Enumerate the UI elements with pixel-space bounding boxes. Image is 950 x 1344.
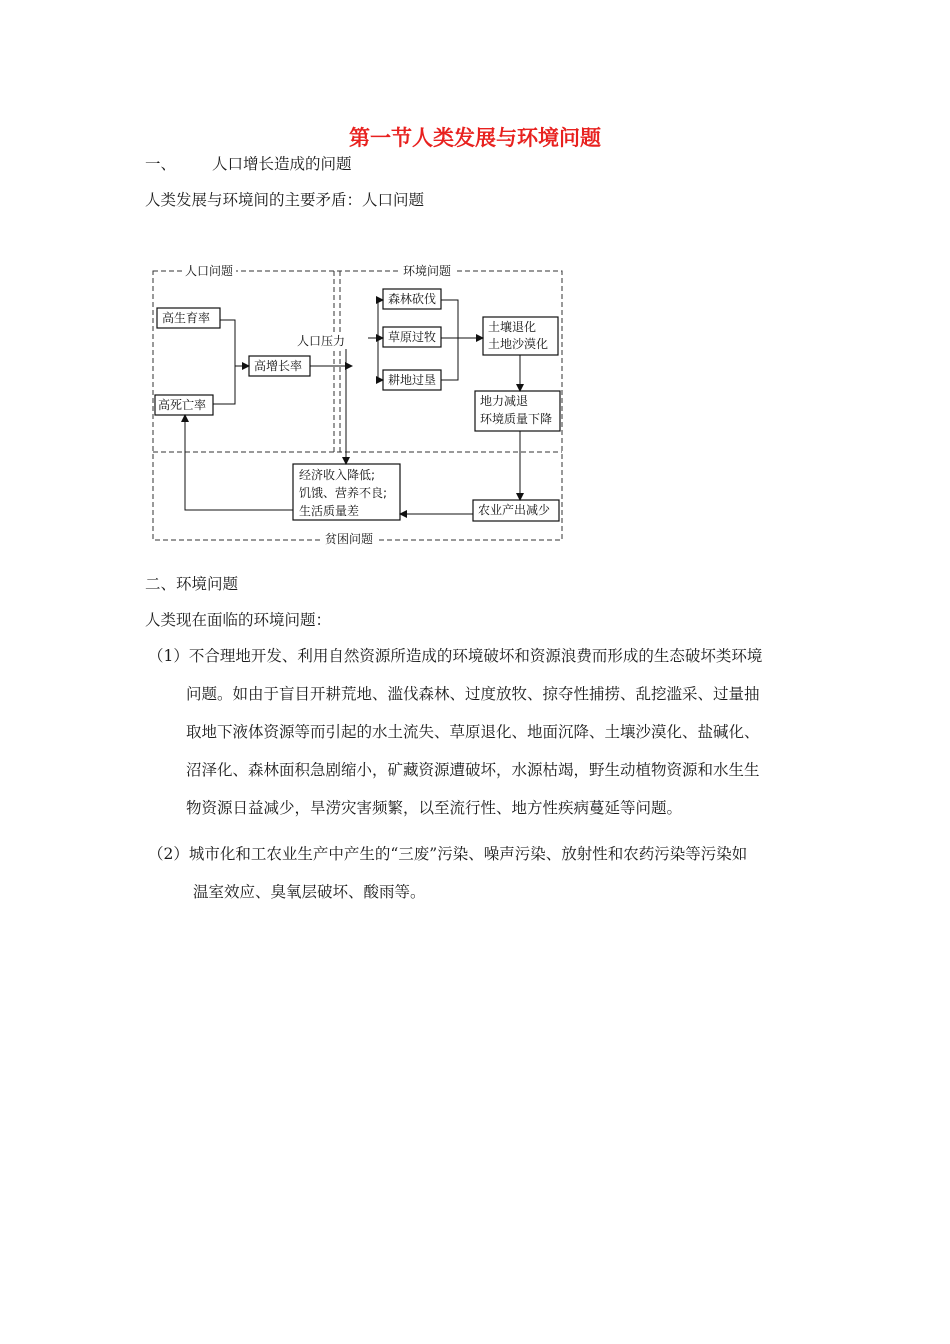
text-fertility-line1: 地力减退: [480, 394, 529, 408]
population-environment-diagram: [150, 262, 565, 546]
text-population-pressure: 人口压力: [294, 334, 348, 349]
env-intro-text: 人类现在面临的环境问题：: [145, 611, 332, 629]
main-conflict-text: 人类发展与环境间的主要矛盾：人口问题: [145, 191, 425, 209]
text-high-death: 高死亡率: [158, 398, 207, 412]
text-econ-line3: 生活质量差: [299, 504, 360, 518]
section1-number: 一、: [145, 155, 177, 173]
item1-line4: 沼泽化、森林面积急剧缩小，矿藏资源遭破坏，水源枯竭，野生动植物资源和水生生: [186, 761, 760, 779]
economy-to-death: [185, 415, 293, 510]
item2-line2: 温室效应、臭氧层破坏、酸雨等。: [193, 883, 426, 901]
item1-line1: （1）不合理地开发、利用自然资源所造成的环境破坏和资源浪费而形成的生态破坏类环境: [148, 647, 763, 665]
label-environment-region: 环境问题: [400, 264, 454, 279]
text-econ-line2: 饥饿、营养不良;: [299, 486, 388, 500]
birth-connector: [213, 320, 235, 404]
label-poverty-region: 贫困问题: [322, 532, 376, 547]
page-title: 第一节人类发展与环境问题: [349, 126, 601, 150]
label-population-region: 人口问题: [182, 264, 236, 279]
item1-line3: 取地下液体资源等而引起的水土流失、草原退化、地面沉降、土壤沙漠化、盐碱化、: [186, 723, 760, 741]
text-soil-line2: 土地沙漠化: [488, 337, 549, 351]
item2-line1: （2）城市化和工农业生产中产生的“三废”污染、噪声污染、放射性和农药污染等污染如: [148, 845, 748, 863]
text-overgrazing: 草原过牧: [388, 330, 437, 344]
text-econ-line1: 经济收入降低;: [299, 468, 376, 482]
text-fertility-line2: 环境质量下降: [480, 412, 553, 426]
section1-title: 人口增长造成的问题: [212, 155, 352, 173]
text-agri-decline: 农业产出减少: [478, 503, 551, 517]
item1-line2: 问题。如由于盲目开耕荒地、滥伐森林、过度放牧、掠夺性捕捞、乱挖滥采、过量抽: [186, 685, 760, 703]
text-deforestation: 森林砍伐: [388, 292, 437, 306]
text-overcultivation: 耕地过垦: [388, 373, 437, 387]
env-bracket-right: [441, 300, 458, 380]
text-high-growth: 高增长率: [254, 359, 303, 373]
text-soil-line1: 土壤退化: [488, 320, 537, 334]
section2-title: 二、环境问题: [145, 575, 239, 593]
item1-line5: 物资源日益减少，旱涝灾害频繁，以至流行性、地方性疾病蔓延等问题。: [186, 799, 683, 817]
text-high-birth: 高生育率: [162, 311, 211, 325]
